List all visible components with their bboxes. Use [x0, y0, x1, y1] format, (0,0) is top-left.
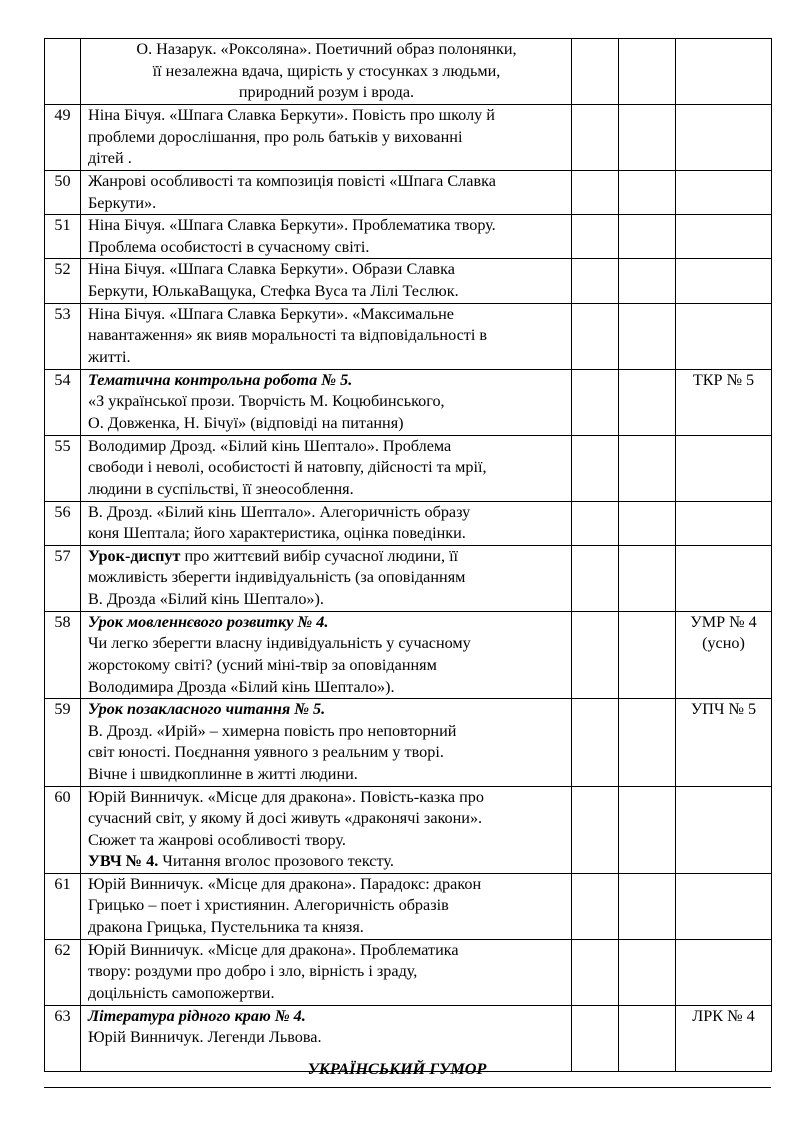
assessment-label: (усно) [702, 634, 745, 653]
assessment-note [676, 786, 772, 873]
blank-cell-hours [619, 259, 676, 303]
lesson-topic [81, 369, 572, 435]
table-row [45, 435, 772, 501]
lesson-topic [81, 873, 572, 939]
lesson-text-line: твору: роздуми про добро і зло, вірність і зраду, [88, 962, 418, 981]
lesson-number: 55 [45, 435, 81, 501]
bottom-rule [44, 1087, 771, 1088]
lesson-number: 60 [45, 786, 81, 873]
lesson-topic [81, 39, 572, 105]
assessment-note [676, 435, 772, 501]
lesson-plan-table [44, 38, 772, 1072]
lesson-text: Читання вголос прозового тексту. [158, 852, 394, 871]
lesson-text-line: Чи легко зберегти власну індивідуальність у сучасному [88, 634, 471, 653]
table-row [45, 545, 772, 611]
lesson-topic [81, 435, 572, 501]
lesson-text-line: Жанрові особливості та композиція повісті «Шпага Славка [88, 172, 496, 190]
lesson-text-line: Ніна Бічуя. «Шпага Славка Беркути». Проблематика твору. [88, 216, 496, 235]
lesson-text-line: можливість зберегти індивідуальність (за оповіданням [88, 568, 466, 587]
lesson-text-line: О. Довженка, Н. Бічуї» (відповіді на питання) [88, 413, 404, 432]
lesson-text-line: природний розум і врода. [238, 83, 415, 102]
blank-cell-date [572, 259, 619, 303]
blank-cell-date [572, 501, 619, 545]
lesson-number: 52 [45, 259, 81, 303]
lesson-text-line: Беркути». [88, 193, 157, 212]
blank-cell-hours [619, 303, 676, 369]
lesson-number: 51 [45, 215, 81, 259]
assessment-label: УПЧ № 5 [690, 700, 757, 719]
lesson-number: 50 [45, 171, 81, 215]
lesson-text-line: Юрій Винничук. «Місце для дракона». Повість-казка про [88, 787, 484, 806]
lesson-heading: Література рідного краю № 4. [88, 1006, 306, 1025]
lesson-text-line: Сюжет та жанрові особливості твору. [88, 830, 346, 849]
assessment-note [676, 939, 772, 1005]
table-row [45, 699, 772, 786]
table-row [45, 369, 772, 435]
lesson-text-line: сучасний світ, у якому й досі живуть «драконячі закони». [88, 809, 483, 828]
lesson-text-line: Вічне і швидкоплинне в житті людини. [88, 764, 358, 783]
lesson-number: 63 [45, 1005, 81, 1071]
lesson-text-line: Грицько – поет і християнин. Алегоричність образів [88, 896, 449, 915]
lesson-topic [81, 939, 572, 1005]
lesson-text-line: Проблема особистості в сучасному світі. [88, 237, 370, 256]
lesson-text-line: В. Дрозда «Білий кінь Шептало»). [88, 589, 324, 608]
assessment-note [676, 171, 772, 215]
assessment-note [676, 699, 772, 786]
blank-cell-hours [619, 39, 676, 105]
lesson-topic [81, 501, 572, 545]
blank-cell-date [572, 215, 619, 259]
blank-cell-date [572, 369, 619, 435]
blank-cell-hours [619, 435, 676, 501]
assessment-note [676, 215, 772, 259]
blank-cell-hours [619, 699, 676, 786]
lesson-text-line: житті. [88, 347, 131, 366]
blank-cell-hours [619, 105, 676, 171]
lesson-number: 62 [45, 939, 81, 1005]
blank-cell-date [572, 545, 619, 611]
blank-cell-date [572, 699, 619, 786]
lesson-topic [81, 259, 572, 303]
lesson-topic [81, 786, 572, 873]
blank-cell-date [572, 435, 619, 501]
assessment-label: ЛРК № 4 [692, 1006, 755, 1025]
lesson-number: 58 [45, 611, 81, 698]
lesson-text-line: жорстокому світі? (усний міні-твір за оповіданням [88, 655, 437, 674]
lesson-text-line: Володимира Дрозда «Білий кінь Шептало»). [88, 677, 395, 696]
lesson-text-line: О. Назарук. «Роксоляна». Поетичний образ полонянки, [136, 40, 517, 58]
assessment-note [676, 105, 772, 171]
lesson-text-line: Ніна Бічуя. «Шпага Славка Беркути». Повість про школу й [88, 106, 495, 124]
lesson-text-line: її незалежна вдача, щирість у стосунках з людьми, [152, 61, 501, 80]
lesson-text-line: коня Шептала; його характеристика, оцінка поведінки. [88, 524, 466, 543]
lesson-text-line: В. Дрозд. «Ирій» – химерна повість про неповторний [88, 721, 457, 740]
lesson-text-line: людини в суспільстві, її знеособлення. [88, 479, 354, 498]
lesson-text-line: свободи і неволі, особистості й натовпу, дійсності та мрії, [88, 458, 487, 477]
blank-cell-hours [619, 501, 676, 545]
blank-cell-hours [619, 939, 676, 1005]
table-row [45, 501, 772, 545]
lesson-text-line: Юрій Винничук. «Місце для дракона». Парадокс: дракон [88, 874, 482, 893]
table-row [45, 873, 772, 939]
lesson-number: 54 [45, 369, 81, 435]
lesson-heading: Урок мовленнєвого розвитку № 4. [88, 612, 329, 631]
blank-cell-date [572, 786, 619, 873]
blank-cell-hours [619, 545, 676, 611]
table-row [45, 611, 772, 698]
assessment-note [676, 545, 772, 611]
lesson-text-line: Володимир Дрозд. «Білий кінь Шептало». Проблема [88, 436, 452, 455]
lesson-topic [81, 611, 572, 698]
blank-cell-date [572, 105, 619, 171]
assessment-note [676, 39, 772, 105]
blank-cell-date [572, 611, 619, 698]
lesson-text-line: навантаження» як вияв моральності та відповідальності в [88, 326, 488, 345]
table-row [45, 939, 772, 1005]
blank-cell-hours [619, 171, 676, 215]
section-title: УКРАЇНСЬКИЙ ГУМОР [307, 1060, 487, 1078]
blank-cell-date [572, 39, 619, 105]
lesson-text-line: дракона Грицька, Пустельника та князя. [88, 918, 364, 937]
table-row [45, 786, 772, 873]
table-row [45, 259, 772, 303]
blank-cell-date [572, 171, 619, 215]
assessment-note [676, 303, 772, 369]
lesson-topic [81, 171, 572, 215]
lesson-number: 53 [45, 303, 81, 369]
assessment-label: ТКР № 5 [692, 370, 755, 389]
lesson-text-line: Юрій Винничук. «Місце для дракона». Проблематика [88, 940, 459, 959]
blank-cell-date [572, 939, 619, 1005]
lesson-topic [81, 545, 572, 611]
lesson-text-line: Ніна Бічуя. «Шпага Славка Беркути». «Максимальне [88, 304, 454, 323]
lesson-number: 49 [45, 105, 81, 171]
blank-cell-hours [619, 215, 676, 259]
table-row [45, 215, 772, 259]
lesson-text-line: В. Дрозд. «Білий кінь Шептало». Алегоричність образу [88, 502, 471, 521]
table-row [45, 171, 772, 215]
blank-cell-hours [619, 369, 676, 435]
lesson-topic [81, 699, 572, 786]
assessment-note [676, 501, 772, 545]
lesson-text-line: Юрій Винничук. Легенди Львова. [88, 1028, 322, 1047]
lesson-topic [81, 215, 572, 259]
assessment-note [676, 259, 772, 303]
assessment-note [676, 873, 772, 939]
lesson-type-label: УВЧ № 4. [88, 852, 159, 871]
lesson-number [45, 39, 81, 105]
lesson-number: 57 [45, 545, 81, 611]
assessment-label: УМР № 4 [690, 612, 757, 631]
blank-cell-date [572, 873, 619, 939]
lesson-type-label: Урок-диспут [88, 546, 181, 565]
assessment-note [676, 369, 772, 435]
lesson-topic [81, 105, 572, 171]
lesson-text-line: Беркути, ЮлькаВащука, Стефка Вуса та Лілі Теслюк. [88, 281, 459, 300]
lesson-text-line: світ юності. Поєднання уявного з реальним у творі. [88, 743, 444, 762]
lesson-number: 61 [45, 873, 81, 939]
lesson-text-line: «З української прози. Творчість М. Коцюбинського, [88, 392, 445, 411]
assessment-note [676, 611, 772, 698]
lesson-text-line: дітей . [88, 149, 132, 168]
lesson-text-line: Ніна Бічуя. «Шпага Славка Беркути». Образи Славка [88, 260, 455, 279]
lesson-text: про життєвий вибір сучасної людини, її [180, 546, 459, 565]
lesson-heading: Тематична контрольна робота № 5. [88, 370, 353, 389]
table-row [45, 105, 772, 171]
lesson-topic [81, 303, 572, 369]
blank-cell-hours [619, 611, 676, 698]
table-row [45, 39, 772, 105]
blank-cell-date [572, 303, 619, 369]
lesson-number: 56 [45, 501, 81, 545]
lesson-text-line: проблеми дорослішання, про роль батьків у вихованні [88, 127, 463, 146]
lesson-text-line: доцільність самопожертви. [88, 984, 275, 1003]
lesson-number: 59 [45, 699, 81, 786]
blank-cell-hours [619, 786, 676, 873]
table-row [45, 303, 772, 369]
blank-cell-hours [619, 873, 676, 939]
lesson-heading: Урок позакласного читання № 5. [88, 700, 326, 719]
